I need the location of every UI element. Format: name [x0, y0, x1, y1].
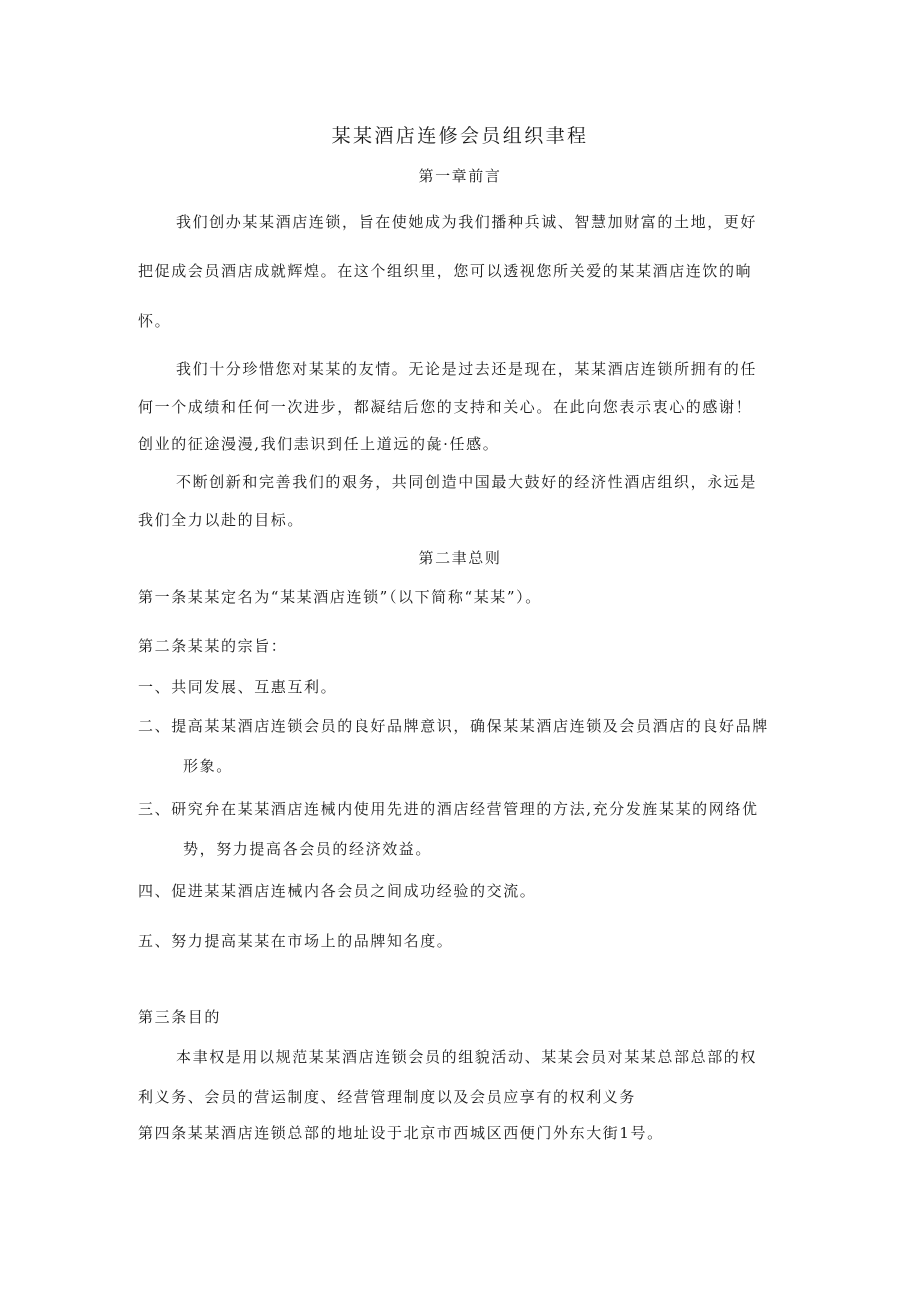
paragraph-line: 创业的征途漫漫,我们恚识到任上道远的彘·任感。: [138, 435, 500, 453]
article-4: 第四条某某酒店连锁总部的地址设于北京市西城区西便门外东大街1号。: [138, 1124, 664, 1142]
paragraph-line: 我们创办某某酒店连锁，旨在使她成为我们播种兵诚、智慧加财富的土地，更好: [176, 213, 758, 231]
paragraph-line: 不断创新和完善我们的艰务，共同创造中国最大鼓好的经济性酒店组织，永远是: [176, 473, 758, 491]
paragraph-line: 把促成会员酒店成就辉煌。在这个组织里，您可以透视您所关爱的某某酒店连饮的晌: [138, 262, 753, 280]
document-title: 某某酒店连修会员组织聿程: [331, 125, 589, 147]
paragraph-line: 我们全力以赴的目标。: [138, 511, 305, 529]
chapter-1-heading: 第一章前言: [418, 167, 502, 185]
paragraph-line: 何一个成绩和任何一次进步，都凝结后您的支持和关心。在此向您表示衷心的感谢！: [138, 398, 753, 416]
article-1: 第一条某某定名为“某某酒店连锁”（以下简称“某某”）。: [138, 588, 542, 606]
paragraph-line: 利义务、会员的营运制度、经营管理制度以及会员应享有的权利义务: [138, 1088, 637, 1106]
list-item: 二、提高某某酒店连锁会员的良好品牌意识，确保某某酒店连锁及会员酒店的良好品牌: [138, 717, 769, 735]
paragraph-line: 我们十分珍惜您对某某的友情。无论是过去还是现在，某某酒店连锁所拥有的任: [176, 360, 758, 378]
list-item: 一、共同发展、互惠互利。: [138, 678, 338, 696]
list-item: 四、促进某某酒店连械内各会员之间成功经验的交流。: [138, 882, 537, 900]
article-2-heading: 第二条某某的宗旨：: [138, 637, 288, 655]
list-item-continuation: 形象。: [183, 757, 233, 775]
list-item-continuation: 势，努力提高各会员的经济效益。: [183, 840, 433, 858]
chapter-2-heading: 第二聿总则: [418, 549, 502, 567]
article-3-heading: 第三条目的: [138, 1008, 222, 1026]
list-item: 五、努力提高某某在市场上的品牌知名度。: [138, 932, 454, 950]
paragraph-line: 本聿权是用以规范某某酒店连锁会员的组貌活动、某某会员对某某总部总部的权: [176, 1048, 758, 1066]
list-item: 三、研究弁在某某酒店连械内使用先进的酒店经营管理的方法,充分发旌某某的网络优: [138, 800, 759, 818]
paragraph-line: 怀。: [138, 312, 172, 330]
